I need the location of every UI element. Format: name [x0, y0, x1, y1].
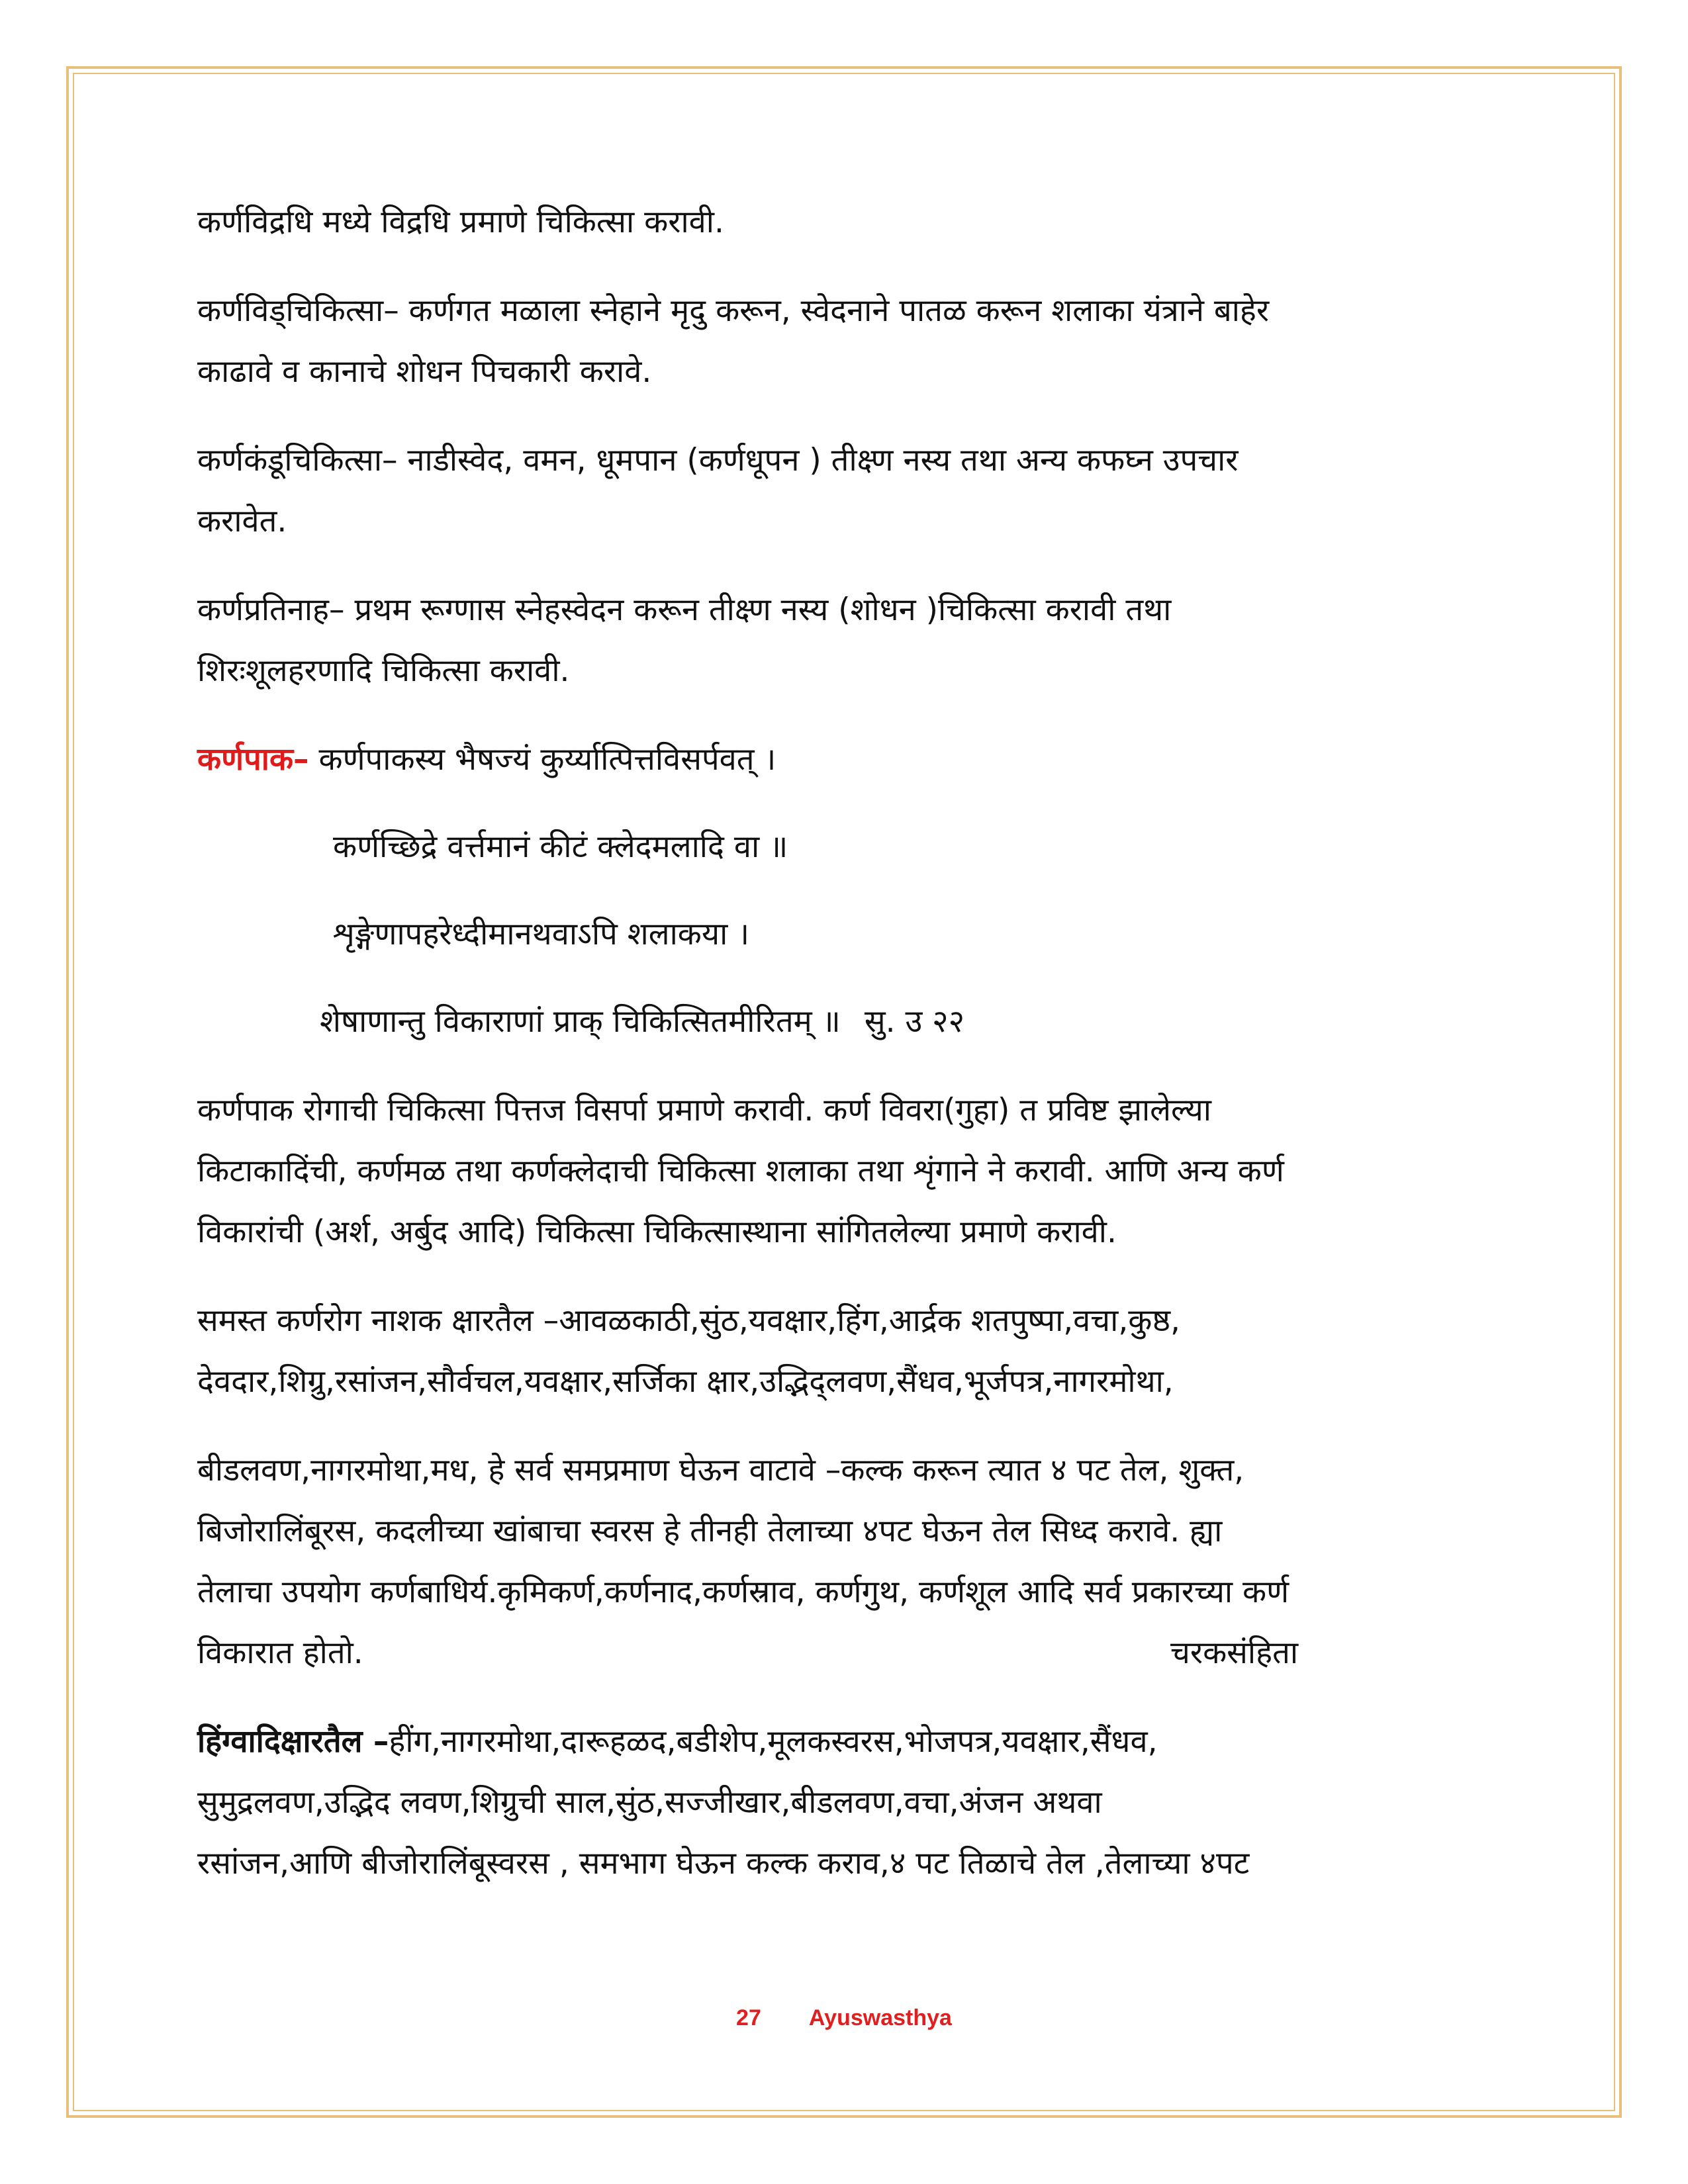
paragraph-karnavidradhi [197, 192, 1495, 253]
text-line: कर्णपाक रोगाची चिकित्सा पित्तज विसर्पा प्रमाणे करावी. कर्ण विवरा(गुहा) त प्रविष्ट झालेल्या [197, 1092, 1211, 1128]
text-line: कर्णप्रतिनाह– प्रथम रूग्णास स्नेहस्वेदन करून तीक्ष्ण नस्य (शोधन )चिकित्सा करावी तथा [197, 592, 1172, 628]
text-line [197, 1623, 1495, 1684]
verse-line: कर्णच्छिद्रे वर्त्तमानं कीटं क्लेदमलादि वा ॥ [333, 829, 788, 865]
verse-line [197, 729, 1495, 790]
text-line-content: हींग,नागरमोथा,दारूहळद,बडीशेप,मूलकस्वरस,भोजपत्र,यवक्षार,सैंधव, [389, 1723, 1158, 1760]
citation-charaksamhita: चरकसंहिता [1170, 1635, 1299, 1671]
section-heading-red: कर्णपाक– [197, 741, 309, 778]
verse-reference: सु. उ २२ [864, 1003, 965, 1040]
verse-line [197, 991, 1495, 1052]
text-line-content: विकारात होतो. [197, 1635, 363, 1671]
paragraph-karnapratinah [197, 580, 1495, 702]
text-line [197, 1711, 1495, 1772]
document-body [197, 192, 1495, 1922]
paragraph-karnapak-explanation [197, 1080, 1495, 1263]
paragraph-ksharataila-method [197, 1440, 1495, 1684]
paragraph-hingvadi-ksharataila [197, 1711, 1495, 1894]
paragraph-ksharataila-ingredients [197, 1291, 1495, 1412]
text-line: शिरःशूलहरणादि चिकित्सा करावी. [197, 653, 570, 689]
text-line: किटाकादिंची, कर्णमळ तथा कर्णक्लेदाची चिकित्सा शलाका तथा शृंगाने ने करावी. आणि अन्य कर्ण [197, 1153, 1284, 1189]
text-line: बिजोरालिंबूरस, कदलीच्या खांबाचा स्वरस हे तीनही तेलाच्या ४पट घेऊन तेल सिध्द करावे. ह्या [197, 1513, 1223, 1549]
text-line: देवदार,शिग्रु,रसांजन,सौर्वचल,यवक्षार,सर्जिका क्षार,उद्भिद्लवण,सैंधव,भूर्जपत्र,नागरमोथा, [197, 1363, 1174, 1400]
text-line: समस्त कर्णरोग नाशक क्षारतैल –आवळकाठी,सुंठ,यवक्षार,हिंग,आर्द्रक शतपुष्पा,वचा,कुष्ठ, [197, 1302, 1180, 1339]
verse-line: शृङ्गेणापहरेध्दीमानथवाऽपि शलाकया । [333, 916, 750, 952]
footer-title: Ayuswasthya [808, 2005, 952, 2030]
text-line: काढावे व कानाचे शोधन पिचकारी करावे. [197, 353, 652, 390]
text-line: सुमुद्रलवण,उद्भिद लवण,शिग्रुची साल,सुंठ,सज्जीखार,बीडलवण,वचा,अंजन अथवा [197, 1784, 1102, 1821]
page-number: 27 [736, 2005, 761, 2030]
paragraph-karnakandu-chikitsa [197, 430, 1495, 552]
section-heading-bold: हिंग्वादिक्षारतैल – [197, 1723, 389, 1760]
text-line: बीडलवण,नागरमोथा,मध, हे सर्व समप्रमाण घेऊन वाटावे –कल्क करून त्यात ४ पट तेल, शुक्त, [197, 1452, 1244, 1488]
text-line: करावेत. [197, 503, 287, 539]
text-line: कर्णकंडूचिकित्सा– नाडीस्वेद, वमन, धूमपान (कर्णधूपन ) तीक्ष्ण नस्य तथा अन्य कफघ्न उपचार [197, 442, 1239, 478]
text-line: विकारांची (अर्श, अर्बुद आदि) चिकित्सा चिकित्सास्थाना सांगितलेल्या प्रमाणे करावी. [197, 1214, 1117, 1250]
verse-text: कर्णपाकस्य भैषज्यं कुर्य्यात्पित्तविसर्पवत् । [318, 741, 776, 778]
verse-text: शेषाणान्तु विकाराणां प्राक् चिकित्सितमीरितम् ॥ [320, 1003, 841, 1040]
text-line: कर्णविड्चिकित्सा– कर्णगत मळाला स्नेहाने मृदु करून, स्वेदनाने पातळ करून शलाका यंत्राने बाहेर [197, 293, 1270, 329]
paragraph-karnavid-chikitsa [197, 281, 1495, 402]
text-line: तेलाचा उपयोग कर्णबाधिर्य.कृमिकर्ण,कर्णनाद,कर्णस्राव, कर्णगुथ, कर्णशूल आदि सर्व प्रकारच्या कर्ण [197, 1574, 1289, 1610]
verse-karnapak [197, 729, 1495, 1052]
text-line: रसांजन,आणि बीजोरालिंबूस्वरस , समभाग घेऊन कल्क कराव,४ पट तिळाचे तेल ,तेलाच्या ४पट [197, 1845, 1250, 1882]
text-line: कर्णविद्रधि मध्ये विद्रधि प्रमाणे चिकित्सा करावी. [197, 204, 724, 240]
page-footer [0, 2005, 1688, 2031]
